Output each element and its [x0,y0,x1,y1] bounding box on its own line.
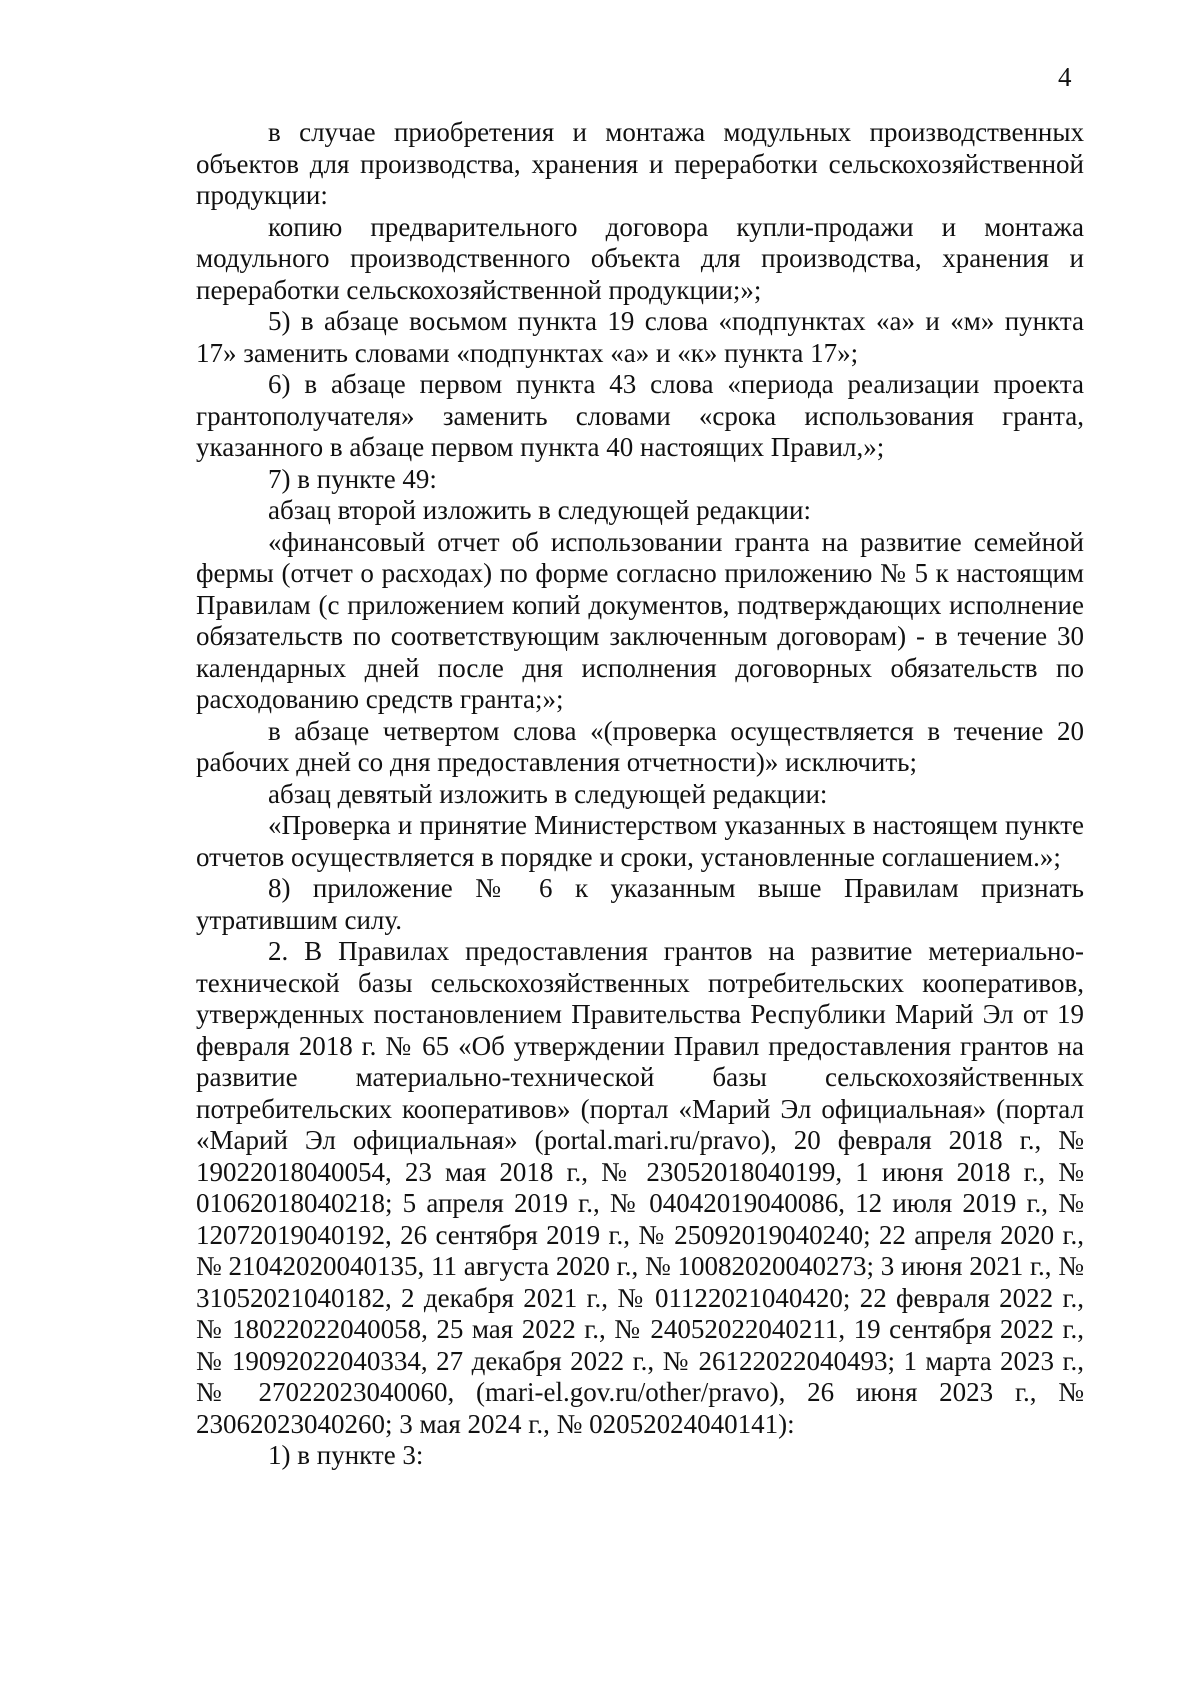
paragraph-subitem-1: 1) в пункте 3: [268,1440,424,1470]
page-number: 4 [1058,62,1072,92]
paragraph-fourth-abzac: в абзаце четвертом слова «(проверка осуществляется в течение 20 рабочих дней со дня предоставления отчетности)» исключить; [196,715,1084,777]
paragraph-financial-report: «финансовый отчет об использовании гранта на развитие семейной фермы (отчет о расходах) по форме согласно приложению № 5 к настоящим Правилам (с приложением копий документов, подтверждающих исполнение обязательств по соответствующим заключенным договорам) - в течение 30 календарных дней после дня исполнения договорных обязательств по расходованию средств гранта;»; [196,526,1084,714]
paragraph-section-2: 2. В Правилах предоставления грантов на развитие метериально-технической базы сельскохозяйственных потребительских кооперативов, утвержденных постановлением Правительства Республики Марий Эл от 19 февраля 2018 г. № 65 «Об утверждении Правил предоставления грантов на развитие материально-технической базы сельскохозяйственных потребительских кооперативов» (портал «Марий Эл официальная» (портал «Марий Эл официальная» (portal.mari.ru/pravo), 20 февраля 2018 г., № 19022018040054, 23 мая 2018 г., № 23052018040199, 1 июня 2018 г., № 01062018040218; 5 апреля 2019 г., № 04042019040086, 12 июля 2019 г., № 12072019040192, 26 сентября 2019 г., № 25092019040240; 22 апреля 2020 г., № 21042020040135, 11 августа 2020 г., № 10082020040273; 3 июня 2021 г., № 31052021040182, 2 декабря 2021 г., № 01122021040420; 22 февраля 2022 г., № 18022022040058, 25 мая 2022 г., № 24052022040211, 19 сентября 2022 г., № 19092022040334, 27 декабря 2022 г., № 26122022040493; 1 марта 2023 г., № 27022023040060, (mari-el.gov.ru/other/pravo), 26 июня 2023 г., № 23062023040260; 3 мая 2024 г., № 02052024040141): [196,936,1084,1439]
paragraph-item-8: 8) приложение № 6 к указанным выше Правилам признать утратившим силу. [196,873,1084,935]
paragraph-preliminary-contract-copy: копию предварительного договора купли-продажи и монтажа модульного производственного объекта для производства, хранения и переработки сельскохозяйственной продукции;»; [196,211,1084,305]
paragraph-modular-objects-intro: в случае приобретения и монтажа модульных производственных объектов для производства, хранения и переработки сельскохозяйственной продукции: [196,117,1084,210]
paragraph-item-7: 7) в пункте 49: [268,463,437,494]
paragraph-second-abzac-heading: абзац второй изложить в следующей редакции: [268,495,811,525]
paragraph-item-6: 6) в абзаце первом пункта 43 слова «периода реализации проекта грантополучателя» заменить словами «срока использования гранта, указанного в абзаце первом пункта 40 настоящих Правил,»; [196,369,1084,462]
document-body [196,117,1084,1472]
paragraph-item-5: 5) в абзаце восьмом пункта 19 слова «подпунктах «а» и «м» пункта 17» заменить словами «подпунктах «а» и «к» пункта 17»; [196,306,1084,368]
paragraph-ninth-abzac-heading: абзац девятый изложить в следующей редакции: [268,778,828,809]
paragraph-ministry-verification: «Проверка и принятие Министерством указанных в настоящем пункте отчетов осуществляется в порядке и сроки, установленные соглашением.»; [196,810,1084,872]
